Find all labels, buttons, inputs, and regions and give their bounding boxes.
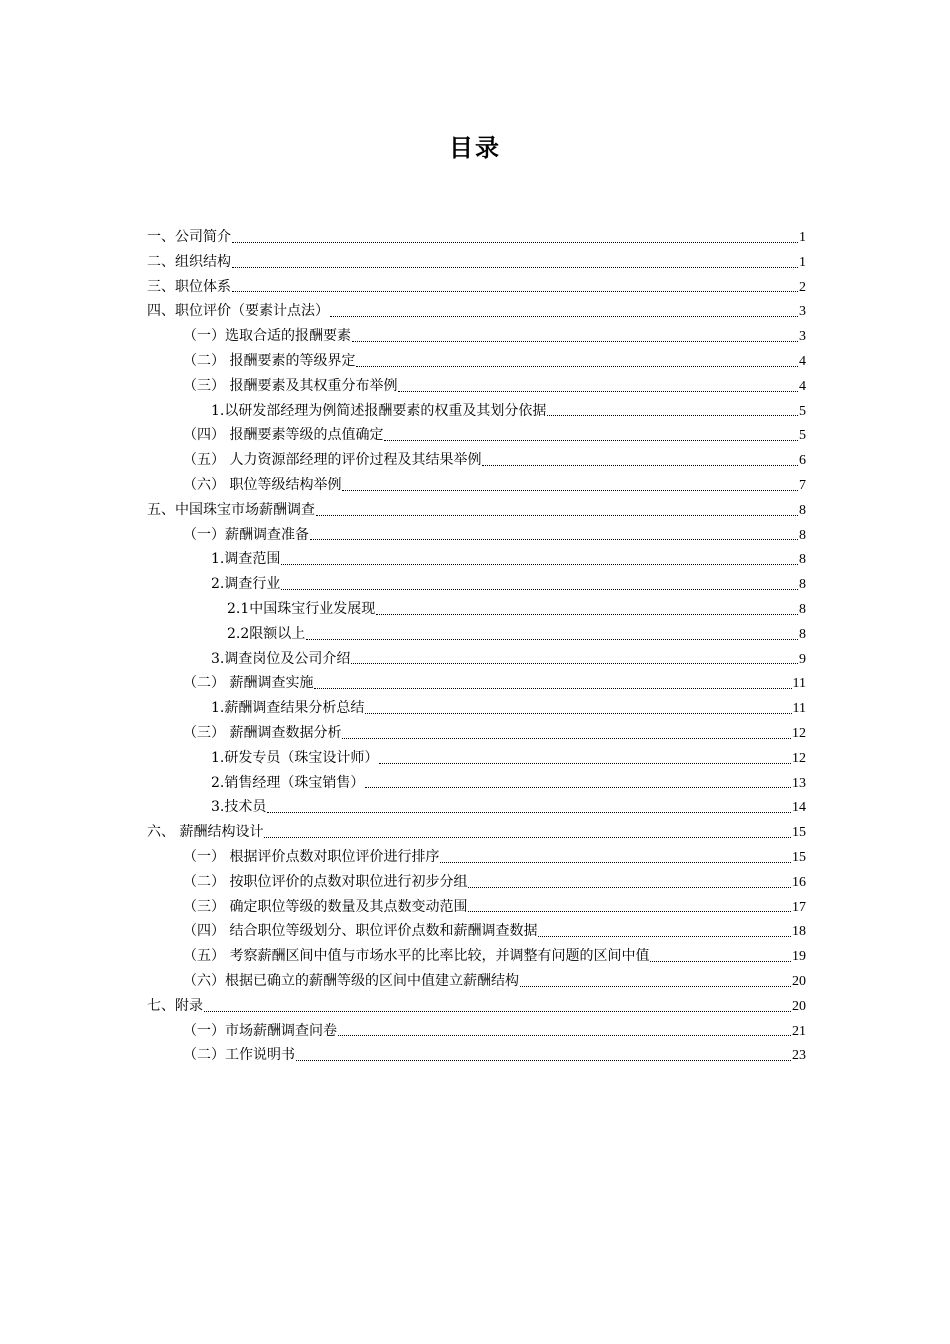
toc-page-number: 16 bbox=[792, 874, 806, 890]
toc-page-number: 12 bbox=[792, 725, 806, 741]
toc-page-number: 8 bbox=[799, 502, 806, 518]
toc-leader-dots bbox=[351, 663, 798, 664]
page-title: 目录 bbox=[449, 134, 501, 162]
toc-entry-text: （五） 人力资源部经理的评价过程及其结果举例 bbox=[183, 452, 482, 469]
toc-leader-dots bbox=[650, 961, 791, 962]
toc-entry[interactable] bbox=[147, 448, 806, 473]
toc-page-number: 5 bbox=[799, 428, 806, 444]
toc-entry-text: （三） 薪酬调查数据分析 bbox=[183, 724, 342, 741]
toc-entry[interactable] bbox=[147, 299, 806, 324]
toc-page-number: 19 bbox=[792, 949, 806, 965]
toc-leader-dots bbox=[232, 242, 798, 243]
toc-page-number: 21 bbox=[792, 1023, 806, 1039]
toc-entry[interactable] bbox=[147, 647, 806, 672]
toc-leader-dots bbox=[316, 515, 798, 516]
toc-entry-text: （一）薪酬调查准备 bbox=[183, 526, 309, 543]
toc-entry[interactable] bbox=[147, 919, 806, 944]
toc-entry[interactable] bbox=[147, 423, 806, 448]
toc-entry[interactable] bbox=[147, 994, 806, 1019]
toc-page-number: 12 bbox=[792, 750, 806, 766]
toc-leader-dots bbox=[468, 887, 791, 888]
toc-page-number: 9 bbox=[799, 651, 806, 667]
toc-entry-text: （四） 报酬要素等级的点值确定 bbox=[183, 427, 384, 444]
toc-entry-text: （三） 报酬要素及其权重分布举例 bbox=[183, 377, 398, 394]
toc-entry-text: 1.研发专员（珠宝设计师） bbox=[211, 749, 379, 766]
toc-entry-text: 五、中国珠宝市场薪酬调查 bbox=[147, 501, 315, 518]
toc-entry-text: （二）工作说明书 bbox=[183, 1047, 295, 1064]
toc-entry-text: 1.薪酬调查结果分析总结 bbox=[211, 700, 365, 717]
toc-entry-text: 1.以研发部经理为例简述报酬要素的权重及其划分依据 bbox=[211, 402, 547, 419]
toc-entry[interactable] bbox=[147, 696, 806, 721]
toc-leader-dots bbox=[296, 1060, 791, 1061]
toc-leader-dots bbox=[267, 812, 791, 813]
toc-entry-text: （二） 薪酬调查实施 bbox=[183, 675, 314, 692]
toc-entry-text: （四） 结合职位等级划分、职位评价点数和薪酬调查数据 bbox=[183, 923, 538, 940]
toc-entry[interactable] bbox=[147, 374, 806, 399]
toc-leader-dots bbox=[365, 713, 791, 714]
toc-entry[interactable] bbox=[147, 622, 806, 647]
toc-entry[interactable] bbox=[147, 572, 806, 597]
toc-entry[interactable] bbox=[147, 399, 806, 424]
toc-leader-dots bbox=[281, 589, 798, 590]
toc-leader-dots bbox=[264, 837, 791, 838]
toc-leader-dots bbox=[356, 366, 798, 367]
toc-leader-dots bbox=[232, 291, 798, 292]
toc-leader-dots bbox=[398, 391, 798, 392]
toc-page-number: 5 bbox=[799, 403, 806, 419]
toc-page-number: 2 bbox=[799, 279, 806, 295]
toc-entry-text: 2.销售经理（珠宝销售） bbox=[211, 774, 365, 791]
toc-entry[interactable] bbox=[147, 1043, 806, 1068]
toc-page-number: 8 bbox=[799, 601, 806, 617]
toc-entry[interactable] bbox=[147, 870, 806, 895]
toc-entry-text: （六）根据已确立的薪酬等级的区间中值建立薪酬结构 bbox=[183, 972, 519, 989]
toc-entry-text: 四、职位评价（要素计点法） bbox=[147, 303, 329, 320]
toc-leader-dots bbox=[376, 614, 798, 615]
toc-leader-dots bbox=[306, 639, 798, 640]
toc-entry[interactable] bbox=[147, 671, 806, 696]
toc-entry-text: 3.技术员 bbox=[211, 799, 267, 816]
toc-entry[interactable] bbox=[147, 349, 806, 374]
toc-entry[interactable] bbox=[147, 944, 806, 969]
toc-page-number: 8 bbox=[799, 527, 806, 543]
toc-page-number: 7 bbox=[799, 477, 806, 493]
toc-entry-text: 七、附录 bbox=[147, 997, 203, 1014]
toc-entry-text: （二） 按职位评价的点数对职位进行初步分组 bbox=[183, 873, 468, 890]
toc-leader-dots bbox=[547, 415, 798, 416]
toc-entry[interactable] bbox=[147, 795, 806, 820]
toc-entry[interactable] bbox=[147, 523, 806, 548]
toc-page-number: 3 bbox=[799, 304, 806, 320]
toc-entry[interactable] bbox=[147, 324, 806, 349]
toc-entry[interactable] bbox=[147, 498, 806, 523]
toc-entry-text: （二） 报酬要素的等级界定 bbox=[183, 352, 356, 369]
toc-entry-text: 二、组织结构 bbox=[147, 253, 231, 270]
toc-entry[interactable] bbox=[147, 597, 806, 622]
toc-leader-dots bbox=[538, 936, 791, 937]
toc-page-number: 8 bbox=[799, 626, 806, 642]
toc-leader-dots bbox=[468, 911, 791, 912]
toc-page-number: 8 bbox=[799, 577, 806, 593]
toc-entry-text: 2.调查行业 bbox=[211, 576, 281, 593]
toc-entry[interactable] bbox=[147, 721, 806, 746]
toc-entry-text: 一、公司简介 bbox=[147, 229, 231, 245]
toc-entry[interactable] bbox=[147, 547, 806, 572]
toc-leader-dots bbox=[330, 316, 798, 317]
toc-entry[interactable] bbox=[147, 225, 806, 250]
toc-entry-text: 三、职位体系 bbox=[147, 278, 231, 295]
toc-entry-text: （一）市场薪酬调查问卷 bbox=[183, 1022, 337, 1039]
toc-page-number: 4 bbox=[799, 353, 806, 369]
toc-entry[interactable] bbox=[147, 473, 806, 498]
toc-page-number: 1 bbox=[799, 230, 806, 245]
toc-page-number: 17 bbox=[792, 899, 806, 915]
toc-leader-dots bbox=[352, 341, 798, 342]
toc-page-number: 13 bbox=[792, 775, 806, 791]
toc-leader-dots bbox=[440, 862, 791, 863]
toc-page-number: 8 bbox=[799, 552, 806, 568]
toc-leader-dots bbox=[365, 787, 791, 788]
toc-page-number: 20 bbox=[792, 973, 806, 989]
toc-leader-dots bbox=[314, 688, 791, 689]
toc-leader-dots bbox=[204, 1011, 791, 1012]
toc-entry-text: （三） 确定职位等级的数量及其点数变动范围 bbox=[183, 898, 468, 915]
toc-entry[interactable] bbox=[147, 771, 806, 796]
toc-entry-text: 2.1中国珠宝行业发展现 bbox=[227, 600, 376, 617]
toc-page-number: 23 bbox=[792, 1048, 806, 1064]
toc-entry-text: （一）选取合适的报酬要素 bbox=[183, 328, 351, 345]
toc-page-number: 11 bbox=[792, 701, 806, 717]
toc-entry[interactable] bbox=[147, 250, 806, 275]
toc-entry[interactable] bbox=[147, 895, 806, 920]
toc-page-number: 15 bbox=[792, 825, 806, 841]
toc-page-number: 20 bbox=[792, 998, 806, 1014]
toc-entry-text: （五） 考察薪酬区间中值与市场水平的比率比较，并调整有问题的区间中值 bbox=[183, 948, 650, 965]
toc-leader-dots bbox=[281, 564, 798, 565]
toc-page-number: 6 bbox=[799, 453, 806, 469]
toc-page-number: 4 bbox=[799, 378, 806, 394]
toc-entry[interactable] bbox=[147, 746, 806, 771]
toc-leader-dots bbox=[232, 267, 798, 268]
toc-leader-dots bbox=[384, 440, 798, 441]
toc-page-number: 15 bbox=[792, 849, 806, 865]
toc-leader-dots bbox=[342, 738, 791, 739]
toc-page-number: 3 bbox=[799, 329, 806, 345]
toc-page-number: 11 bbox=[792, 676, 806, 692]
toc-leader-dots bbox=[520, 986, 791, 987]
toc-leader-dots bbox=[338, 1035, 791, 1036]
toc-entry[interactable] bbox=[147, 1019, 806, 1044]
toc-entry-text: （六） 职位等级结构举例 bbox=[183, 476, 342, 493]
toc-leader-dots bbox=[342, 490, 798, 491]
toc-entry-text: 3.调查岗位及公司介绍 bbox=[211, 650, 351, 667]
toc-entry[interactable] bbox=[147, 845, 806, 870]
toc-entry-text: 六、 薪酬结构设计 bbox=[147, 824, 264, 841]
toc-entry[interactable] bbox=[147, 820, 806, 845]
toc-leader-dots bbox=[310, 539, 798, 540]
toc-page-number: 14 bbox=[792, 800, 806, 816]
toc-page-number: 1 bbox=[799, 254, 806, 270]
table-of-contents bbox=[147, 225, 806, 1068]
toc-leader-dots bbox=[379, 763, 791, 764]
toc-entry-text: 2.2限额以上 bbox=[227, 625, 306, 642]
toc-entry[interactable] bbox=[147, 969, 806, 994]
toc-entry[interactable] bbox=[147, 275, 806, 300]
toc-entry-text: 1.调查范围 bbox=[211, 551, 281, 568]
toc-leader-dots bbox=[482, 465, 798, 466]
toc-entry-text: （一） 根据评价点数对职位评价进行排序 bbox=[183, 848, 440, 865]
toc-page-number: 18 bbox=[792, 924, 806, 940]
